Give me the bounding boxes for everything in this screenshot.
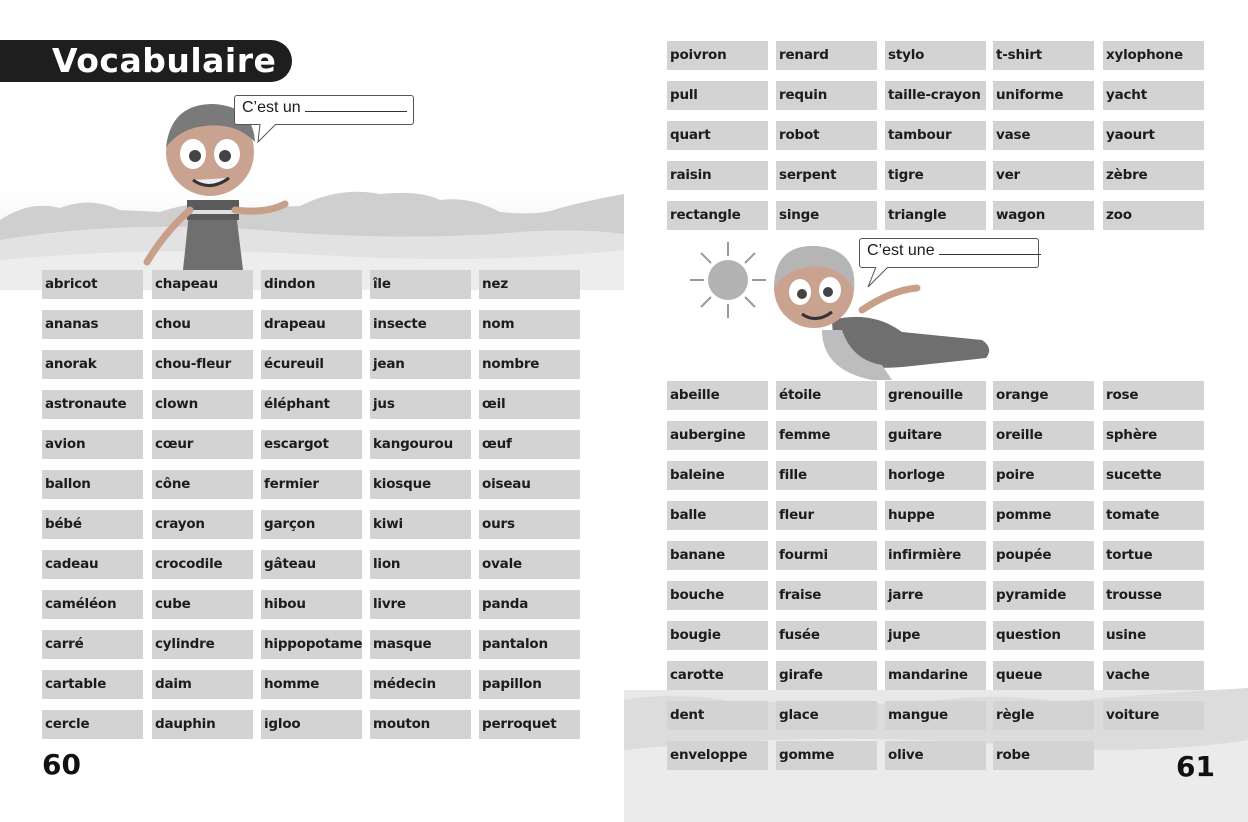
- vocabulary-word: avion: [42, 430, 143, 459]
- vocabulary-word: balle: [667, 501, 768, 530]
- vocabulary-word: anorak: [42, 350, 143, 379]
- vocabulary-word: poivron: [667, 41, 768, 70]
- speech-bubble-tail: [254, 124, 284, 144]
- vocabulary-word: écureuil: [261, 350, 362, 379]
- vocabulary-word: étoile: [776, 381, 877, 410]
- vocabulary-word: uniforme: [993, 81, 1094, 110]
- vocabulary-word: t-shirt: [993, 41, 1094, 70]
- vocabulary-word: orange: [993, 381, 1094, 410]
- vocabulary-word: crayon: [152, 510, 253, 539]
- vocabulary-word: tambour: [885, 121, 986, 150]
- vocabulary-word: nom: [479, 310, 580, 339]
- vocabulary-word: mouton: [370, 710, 471, 739]
- vocabulary-word: gomme: [776, 741, 877, 770]
- vocabulary-word: jupe: [885, 621, 986, 650]
- speech-bubble-cest-une: [859, 238, 1039, 268]
- vocabulary-word: chou-fleur: [152, 350, 253, 379]
- vocabulary-word: fermier: [261, 470, 362, 499]
- vocabulary-word: voiture: [1103, 701, 1204, 730]
- vocabulary-word: livre: [370, 590, 471, 619]
- vocabulary-word: abeille: [667, 381, 768, 410]
- vocabulary-word: ananas: [42, 310, 143, 339]
- vocabulary-word: xylophone: [1103, 41, 1204, 70]
- vocabulary-word: vache: [1103, 661, 1204, 690]
- vocabulary-word: infirmière: [885, 541, 986, 570]
- vocabulary-word: gâteau: [261, 550, 362, 579]
- vocabulary-word: poupée: [993, 541, 1094, 570]
- vocabulary-word: femme: [776, 421, 877, 450]
- vocabulary-word: mangue: [885, 701, 986, 730]
- sun-icon: [688, 240, 768, 320]
- vocabulary-word: éléphant: [261, 390, 362, 419]
- vocabulary-word: panda: [479, 590, 580, 619]
- vocabulary-word: lion: [370, 550, 471, 579]
- page-title: Vocabulaire: [0, 40, 292, 82]
- vocabulary-word: horloge: [885, 461, 986, 490]
- vocabulary-word: garçon: [261, 510, 362, 539]
- vocabulary-word: chapeau: [152, 270, 253, 299]
- vocabulary-word: serpent: [776, 161, 877, 190]
- page-number-right: 61: [1176, 750, 1215, 783]
- vocabulary-word: insecte: [370, 310, 471, 339]
- vocabulary-word: oreille: [993, 421, 1094, 450]
- vocabulary-word: banane: [667, 541, 768, 570]
- vocabulary-word: zoo: [1103, 201, 1204, 230]
- vocabulary-word: bébé: [42, 510, 143, 539]
- vocabulary-word: sphère: [1103, 421, 1204, 450]
- vocabulary-word: jarre: [885, 581, 986, 610]
- vocabulary-word: mandarine: [885, 661, 986, 690]
- vocabulary-word: fraise: [776, 581, 877, 610]
- vocabulary-word: ours: [479, 510, 580, 539]
- vocabulary-word: vase: [993, 121, 1094, 150]
- vocabulary-word: daim: [152, 670, 253, 699]
- vocabulary-word: pyramide: [993, 581, 1094, 610]
- vocabulary-word: ovale: [479, 550, 580, 579]
- vocabulary-word: yacht: [1103, 81, 1204, 110]
- vocabulary-word: cône: [152, 470, 253, 499]
- vocabulary-word: grenouille: [885, 381, 986, 410]
- page-number-left: 60: [42, 748, 81, 781]
- vocabulary-word: aubergine: [667, 421, 768, 450]
- vocabulary-word: œuf: [479, 430, 580, 459]
- vocabulary-word: kangourou: [370, 430, 471, 459]
- vocabulary-word: sucette: [1103, 461, 1204, 490]
- vocabulary-word: œil: [479, 390, 580, 419]
- vocabulary-word: cube: [152, 590, 253, 619]
- vocabulary-word: abricot: [42, 270, 143, 299]
- vocabulary-word: clown: [152, 390, 253, 419]
- vocabulary-word: perroquet: [479, 710, 580, 739]
- vocabulary-word: triangle: [885, 201, 986, 230]
- vocabulary-word: tortue: [1103, 541, 1204, 570]
- vocabulary-word: guitare: [885, 421, 986, 450]
- vocabulary-word: poire: [993, 461, 1094, 490]
- vocabulary-word: yaourt: [1103, 121, 1204, 150]
- vocabulary-word: wagon: [993, 201, 1094, 230]
- speech-bubble-text: C’est un: [242, 99, 301, 116]
- vocabulary-word: kiwi: [370, 510, 471, 539]
- vocabulary-word: taille-crayon: [885, 81, 986, 110]
- vocabulary-word: pull: [667, 81, 768, 110]
- vocabulary-word: astronaute: [42, 390, 143, 419]
- vocabulary-word: girafe: [776, 661, 877, 690]
- vocabulary-word: zèbre: [1103, 161, 1204, 190]
- vocabulary-word: singe: [776, 201, 877, 230]
- vocabulary-word: hibou: [261, 590, 362, 619]
- vocabulary-word: cœur: [152, 430, 253, 459]
- answer-blank: [939, 245, 1041, 255]
- vocabulary-word: olive: [885, 741, 986, 770]
- vocabulary-word: enveloppe: [667, 741, 768, 770]
- vocabulary-word: règle: [993, 701, 1094, 730]
- vocabulary-word: baleine: [667, 461, 768, 490]
- vocabulary-word: ballon: [42, 470, 143, 499]
- vocabulary-word: ver: [993, 161, 1094, 190]
- vocabulary-word: caméléon: [42, 590, 143, 619]
- vocabulary-word: cartable: [42, 670, 143, 699]
- vocabulary-word: fourmi: [776, 541, 877, 570]
- vocabulary-word: drapeau: [261, 310, 362, 339]
- vocabulary-word: carotte: [667, 661, 768, 690]
- vocabulary-word: requin: [776, 81, 877, 110]
- vocabulary-word: hippopotame: [261, 630, 362, 659]
- vocabulary-word: nombre: [479, 350, 580, 379]
- vocabulary-word: robe: [993, 741, 1094, 770]
- vocabulary-word: chou: [152, 310, 253, 339]
- vocabulary-word: rectangle: [667, 201, 768, 230]
- vocabulary-word: fille: [776, 461, 877, 490]
- vocabulary-word: glace: [776, 701, 877, 730]
- vocabulary-word: jus: [370, 390, 471, 419]
- vocabulary-word: quart: [667, 121, 768, 150]
- vocabulary-word: papillon: [479, 670, 580, 699]
- vocabulary-word: robot: [776, 121, 877, 150]
- vocabulary-word: nez: [479, 270, 580, 299]
- vocabulary-word: dindon: [261, 270, 362, 299]
- vocabulary-word: escargot: [261, 430, 362, 459]
- answer-blank: [305, 102, 407, 112]
- vocabulary-word: fusée: [776, 621, 877, 650]
- vocabulary-word: masque: [370, 630, 471, 659]
- vocabulary-word: question: [993, 621, 1094, 650]
- vocabulary-word: renard: [776, 41, 877, 70]
- vocabulary-word: jean: [370, 350, 471, 379]
- vocabulary-word: homme: [261, 670, 362, 699]
- vocabulary-word: usine: [1103, 621, 1204, 650]
- speech-bubble-text: C’est une: [867, 242, 935, 259]
- vocabulary-word: cylindre: [152, 630, 253, 659]
- vocabulary-word: kiosque: [370, 470, 471, 499]
- vocabulary-word: cercle: [42, 710, 143, 739]
- vocabulary-word: crocodile: [152, 550, 253, 579]
- vocabulary-word: bougie: [667, 621, 768, 650]
- vocabulary-word: dent: [667, 701, 768, 730]
- vocabulary-word: médecin: [370, 670, 471, 699]
- vocabulary-word: queue: [993, 661, 1094, 690]
- vocabulary-word: tigre: [885, 161, 986, 190]
- vocabulary-word: huppe: [885, 501, 986, 530]
- vocabulary-word: igloo: [261, 710, 362, 739]
- vocabulary-word: stylo: [885, 41, 986, 70]
- vocabulary-word: oiseau: [479, 470, 580, 499]
- speech-bubble-tail: [866, 267, 896, 289]
- vocabulary-word: tomate: [1103, 501, 1204, 530]
- vocabulary-word: bouche: [667, 581, 768, 610]
- vocabulary-word: trousse: [1103, 581, 1204, 610]
- vocabulary-word: fleur: [776, 501, 877, 530]
- vocabulary-word: rose: [1103, 381, 1204, 410]
- vocabulary-word: carré: [42, 630, 143, 659]
- vocabulary-word: île: [370, 270, 471, 299]
- vocabulary-word: dauphin: [152, 710, 253, 739]
- vocabulary-word: pantalon: [479, 630, 580, 659]
- landscape-illustration: [0, 150, 624, 290]
- speech-bubble-cest-un: [234, 95, 414, 125]
- vocabulary-word: pomme: [993, 501, 1094, 530]
- vocabulary-word: raisin: [667, 161, 768, 190]
- vocabulary-word: cadeau: [42, 550, 143, 579]
